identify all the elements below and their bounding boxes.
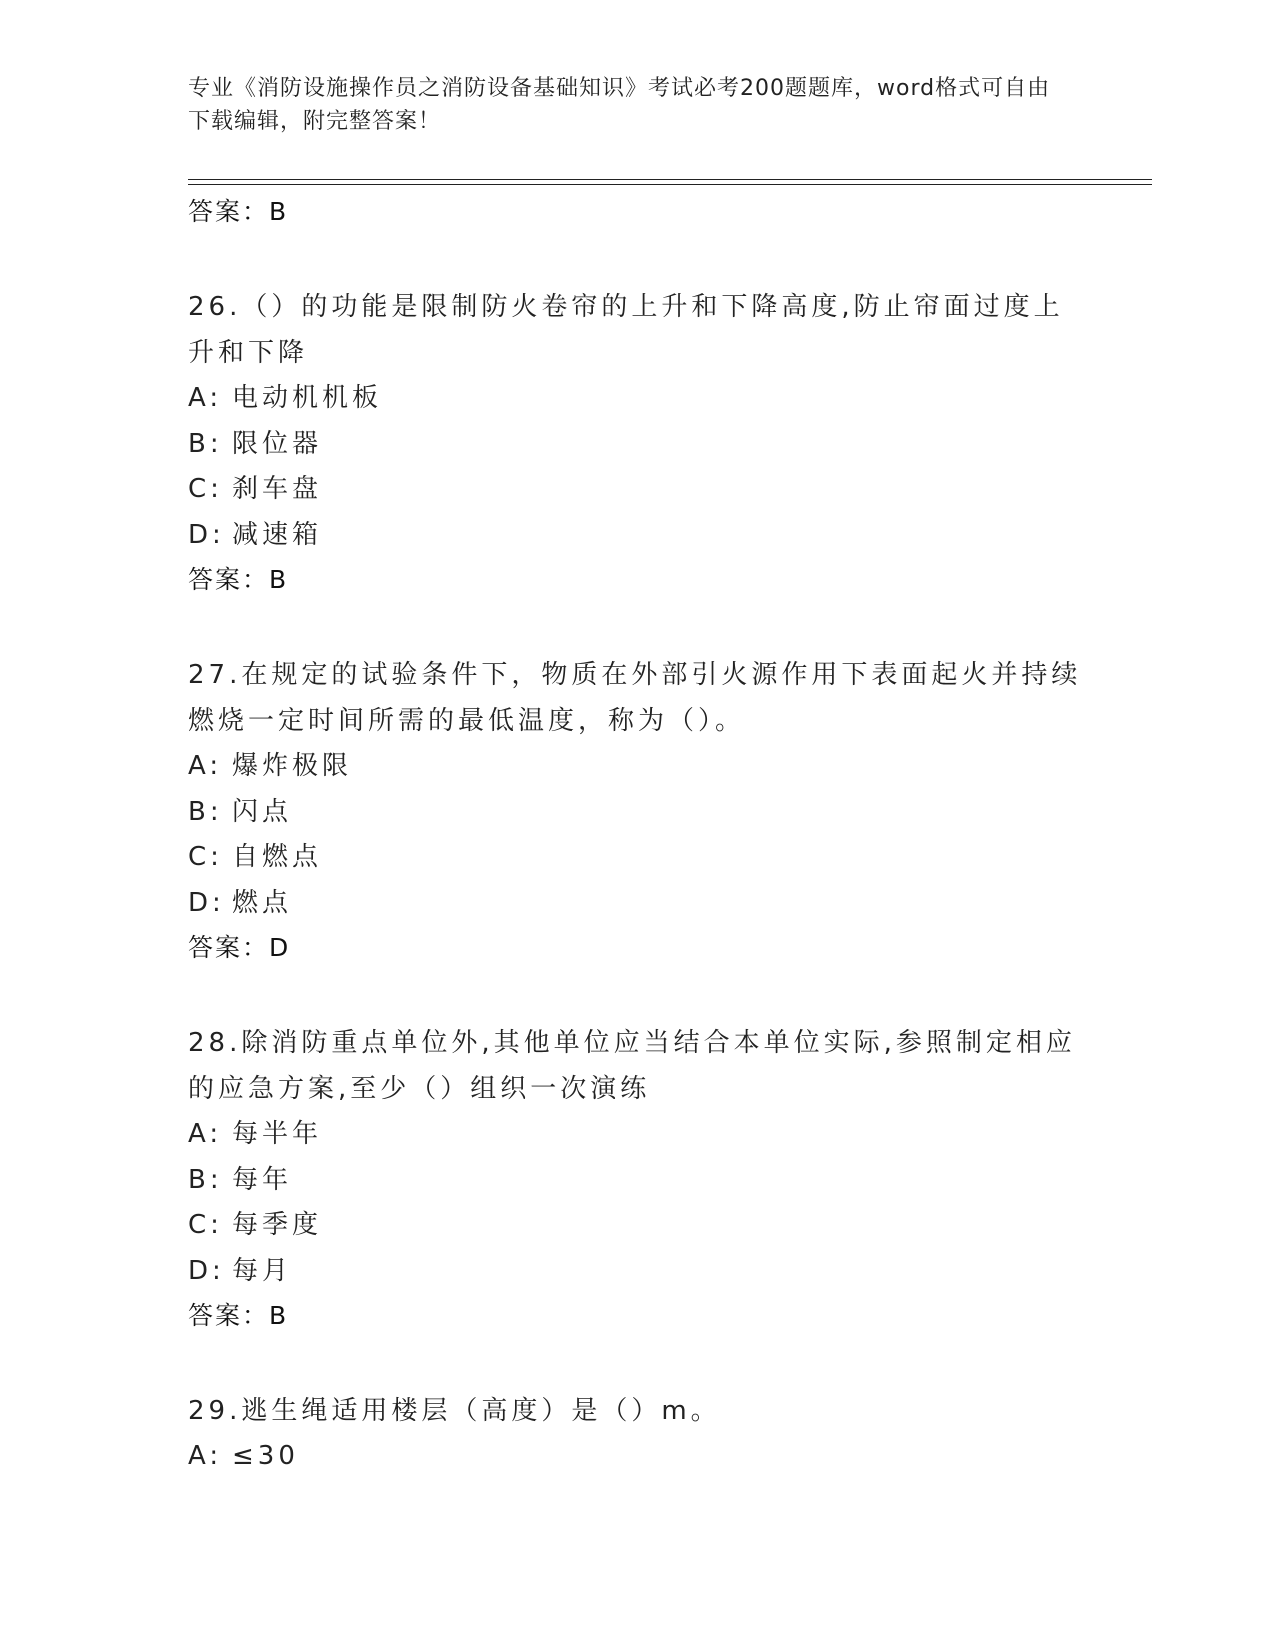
- option-letter: C:: [188, 474, 223, 504]
- option-letter: B:: [188, 796, 223, 827]
- option-text: 电动机机板: [232, 383, 383, 413]
- option-item: [188, 376, 1088, 422]
- option-text: 闪点: [232, 796, 293, 827]
- question-stem: 27.在规定的试验条件下，物质在外部引火源作用下表面起火并持续燃烧一定时间所需的最低温度，称为（）。: [188, 660, 1082, 736]
- option-item: [188, 1249, 1088, 1295]
- answer-line: 答案：D: [188, 933, 291, 962]
- option-letter: B:: [188, 1164, 223, 1195]
- option-letter: D:: [188, 1255, 225, 1286]
- option-letter: C:: [188, 842, 223, 872]
- option-item: [188, 835, 1088, 881]
- option-letter: D:: [188, 887, 225, 918]
- option-item: [188, 1158, 1088, 1204]
- option-item: [188, 881, 1088, 927]
- option-item: [188, 790, 1088, 836]
- option-text: 爆炸极限: [232, 751, 353, 781]
- question-item: [188, 652, 1088, 970]
- option-item: [188, 1203, 1088, 1249]
- option-text: 每季度: [232, 1210, 323, 1240]
- header-rule: [188, 179, 1152, 180]
- option-text: 每月: [232, 1255, 293, 1286]
- option-item: [188, 513, 1088, 559]
- option-text: 燃点: [232, 887, 293, 918]
- question-list: [188, 190, 1088, 1480]
- option-item: [188, 467, 1088, 513]
- option-letter: C:: [188, 1210, 223, 1240]
- question-item: [188, 284, 1088, 602]
- option-text: 每半年: [232, 1119, 323, 1149]
- header-rule: [188, 184, 1152, 185]
- question-stem: 26.（）的功能是限制防火卷帘的上升和下降高度,防止帘面过度上升和下降: [188, 292, 1064, 368]
- option-letter: D:: [188, 519, 225, 550]
- question-item: [188, 1020, 1088, 1338]
- option-item: [188, 1434, 1088, 1480]
- option-text: 自燃点: [232, 842, 323, 872]
- question-stem: 28.除消防重点单位外,其他单位应当结合本单位实际,参照制定相应的应急方案,至少（）组织一次演练: [188, 1028, 1076, 1104]
- option-letter: A:: [188, 1441, 223, 1471]
- option-text: 减速箱: [232, 519, 323, 550]
- option-text: 刹车盘: [232, 474, 323, 504]
- option-text: ≤30: [232, 1441, 299, 1471]
- option-letter: A:: [188, 751, 223, 781]
- question-item: [188, 1388, 1088, 1480]
- answer-line: 答案：B: [188, 1301, 289, 1330]
- option-item: [188, 1112, 1088, 1158]
- question-stem: 29.逃生绳适用楼层（高度）是（）m。: [188, 1396, 721, 1426]
- answer-line: 答案：B: [188, 197, 289, 226]
- option-text: 限位器: [232, 428, 323, 459]
- option-letter: A:: [188, 383, 223, 413]
- page-header: 专业《消防设施操作员之消防设备基础知识》考试必考200题题库，word格式可自由下载编辑，附完整答案！: [188, 76, 1051, 134]
- option-item: [188, 422, 1088, 468]
- option-letter: A:: [188, 1119, 223, 1149]
- option-letter: B:: [188, 428, 223, 459]
- option-text: 每年: [232, 1164, 293, 1195]
- option-item: [188, 744, 1088, 790]
- answer-line: 答案：B: [188, 565, 289, 594]
